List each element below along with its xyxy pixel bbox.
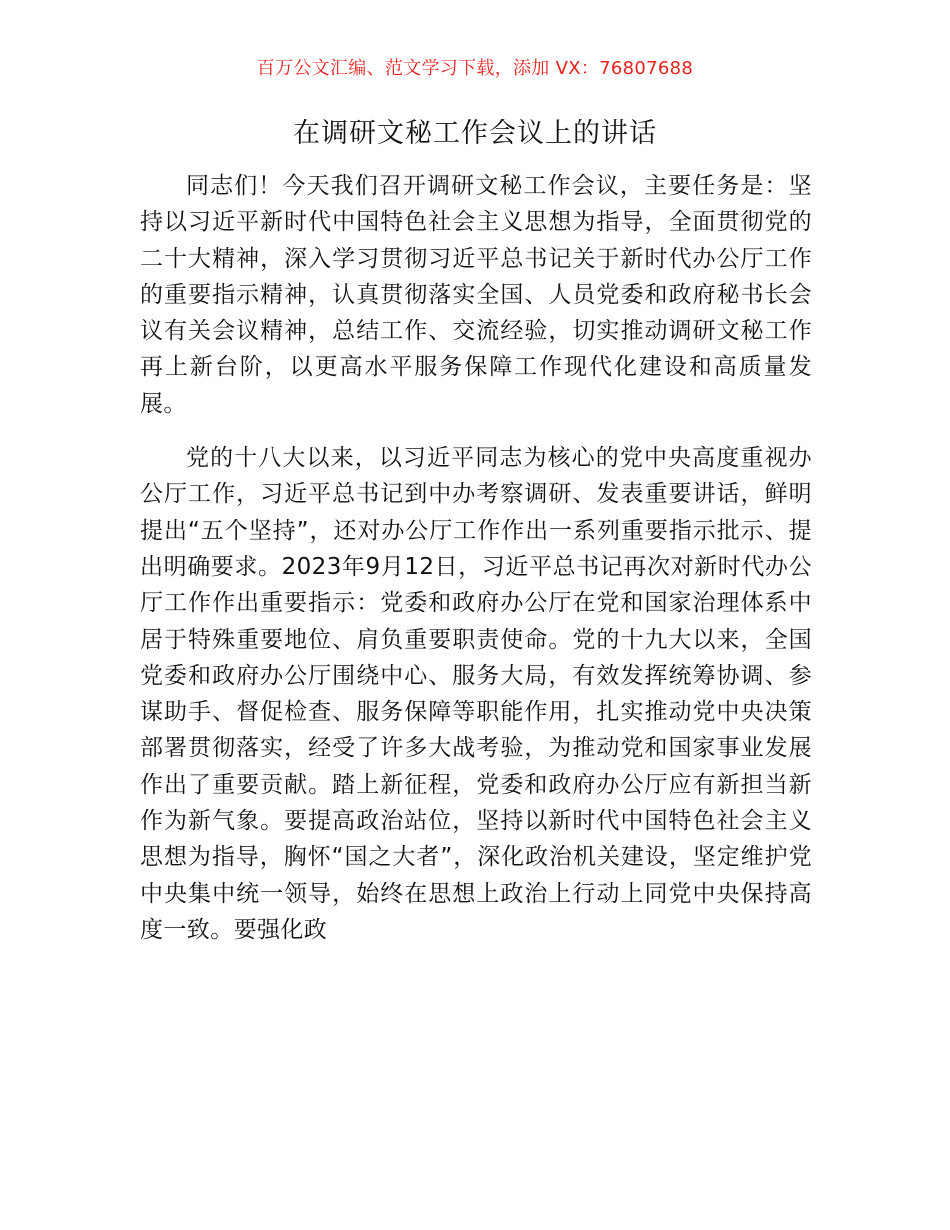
- watermark-banner: 百万公文汇编、范文学习下载，添加 VX：76807688: [256, 58, 694, 79]
- document-title: 在调研文秘工作会议上的讲话: [293, 118, 657, 149]
- paragraph-1: 同志们！今天我们召开调研文秘工作会议，主要任务是：坚持以习近平新时代中国特色社会主义思想为指导，全面贯彻党的二十大精神，深入学习贯彻习近平总书记关于新时代办公厅工作的重要指示精神，认真贯彻落实全国、人员党委和政府秘书长会议有关会议精神，总结工作、交流经验，切实推动调研文秘工作再上新台阶，以更高水平服务保障工作现代化建设和高质量发展。: [140, 173, 812, 417]
- document-body: [140, 168, 812, 948]
- paragraph-2: 党的十八大以来，以习近平同志为核心的党中央高度重视办公厅工作，习近平总书记到中办考察调研、发表重要讲话，鲜明提出“五个坚持”，还对办公厅工作作出一系列重要指示批示、提出明确要求。2023年9月12日，习近平总书记再次对新时代办公厅工作作出重要指示：党委和政府办公厅在党和国家治理体系中居于特殊重要地位、肩负重要职责使命。党的十九大以来，全国党委和政府办公厅围绕中心、服务大局，有效发挥统筹协调、参谋助手、督促检查、服务保障等职能作用，扎实推动党中央决策部署贯彻落实，经受了许多大战考验，为推动党和国家事业发展作出了重要贡献。踏上新征程，党委和政府办公厅应有新担当新作为新气象。要提高政治站位，坚持以新时代中国特色社会主义思想为指导，胸怀“国之大者”，深化政治机关建设，坚定维护党中央集中统一领导，始终在思想上政治上行动上同党中央保持高度一致。要强化政: [140, 445, 812, 943]
